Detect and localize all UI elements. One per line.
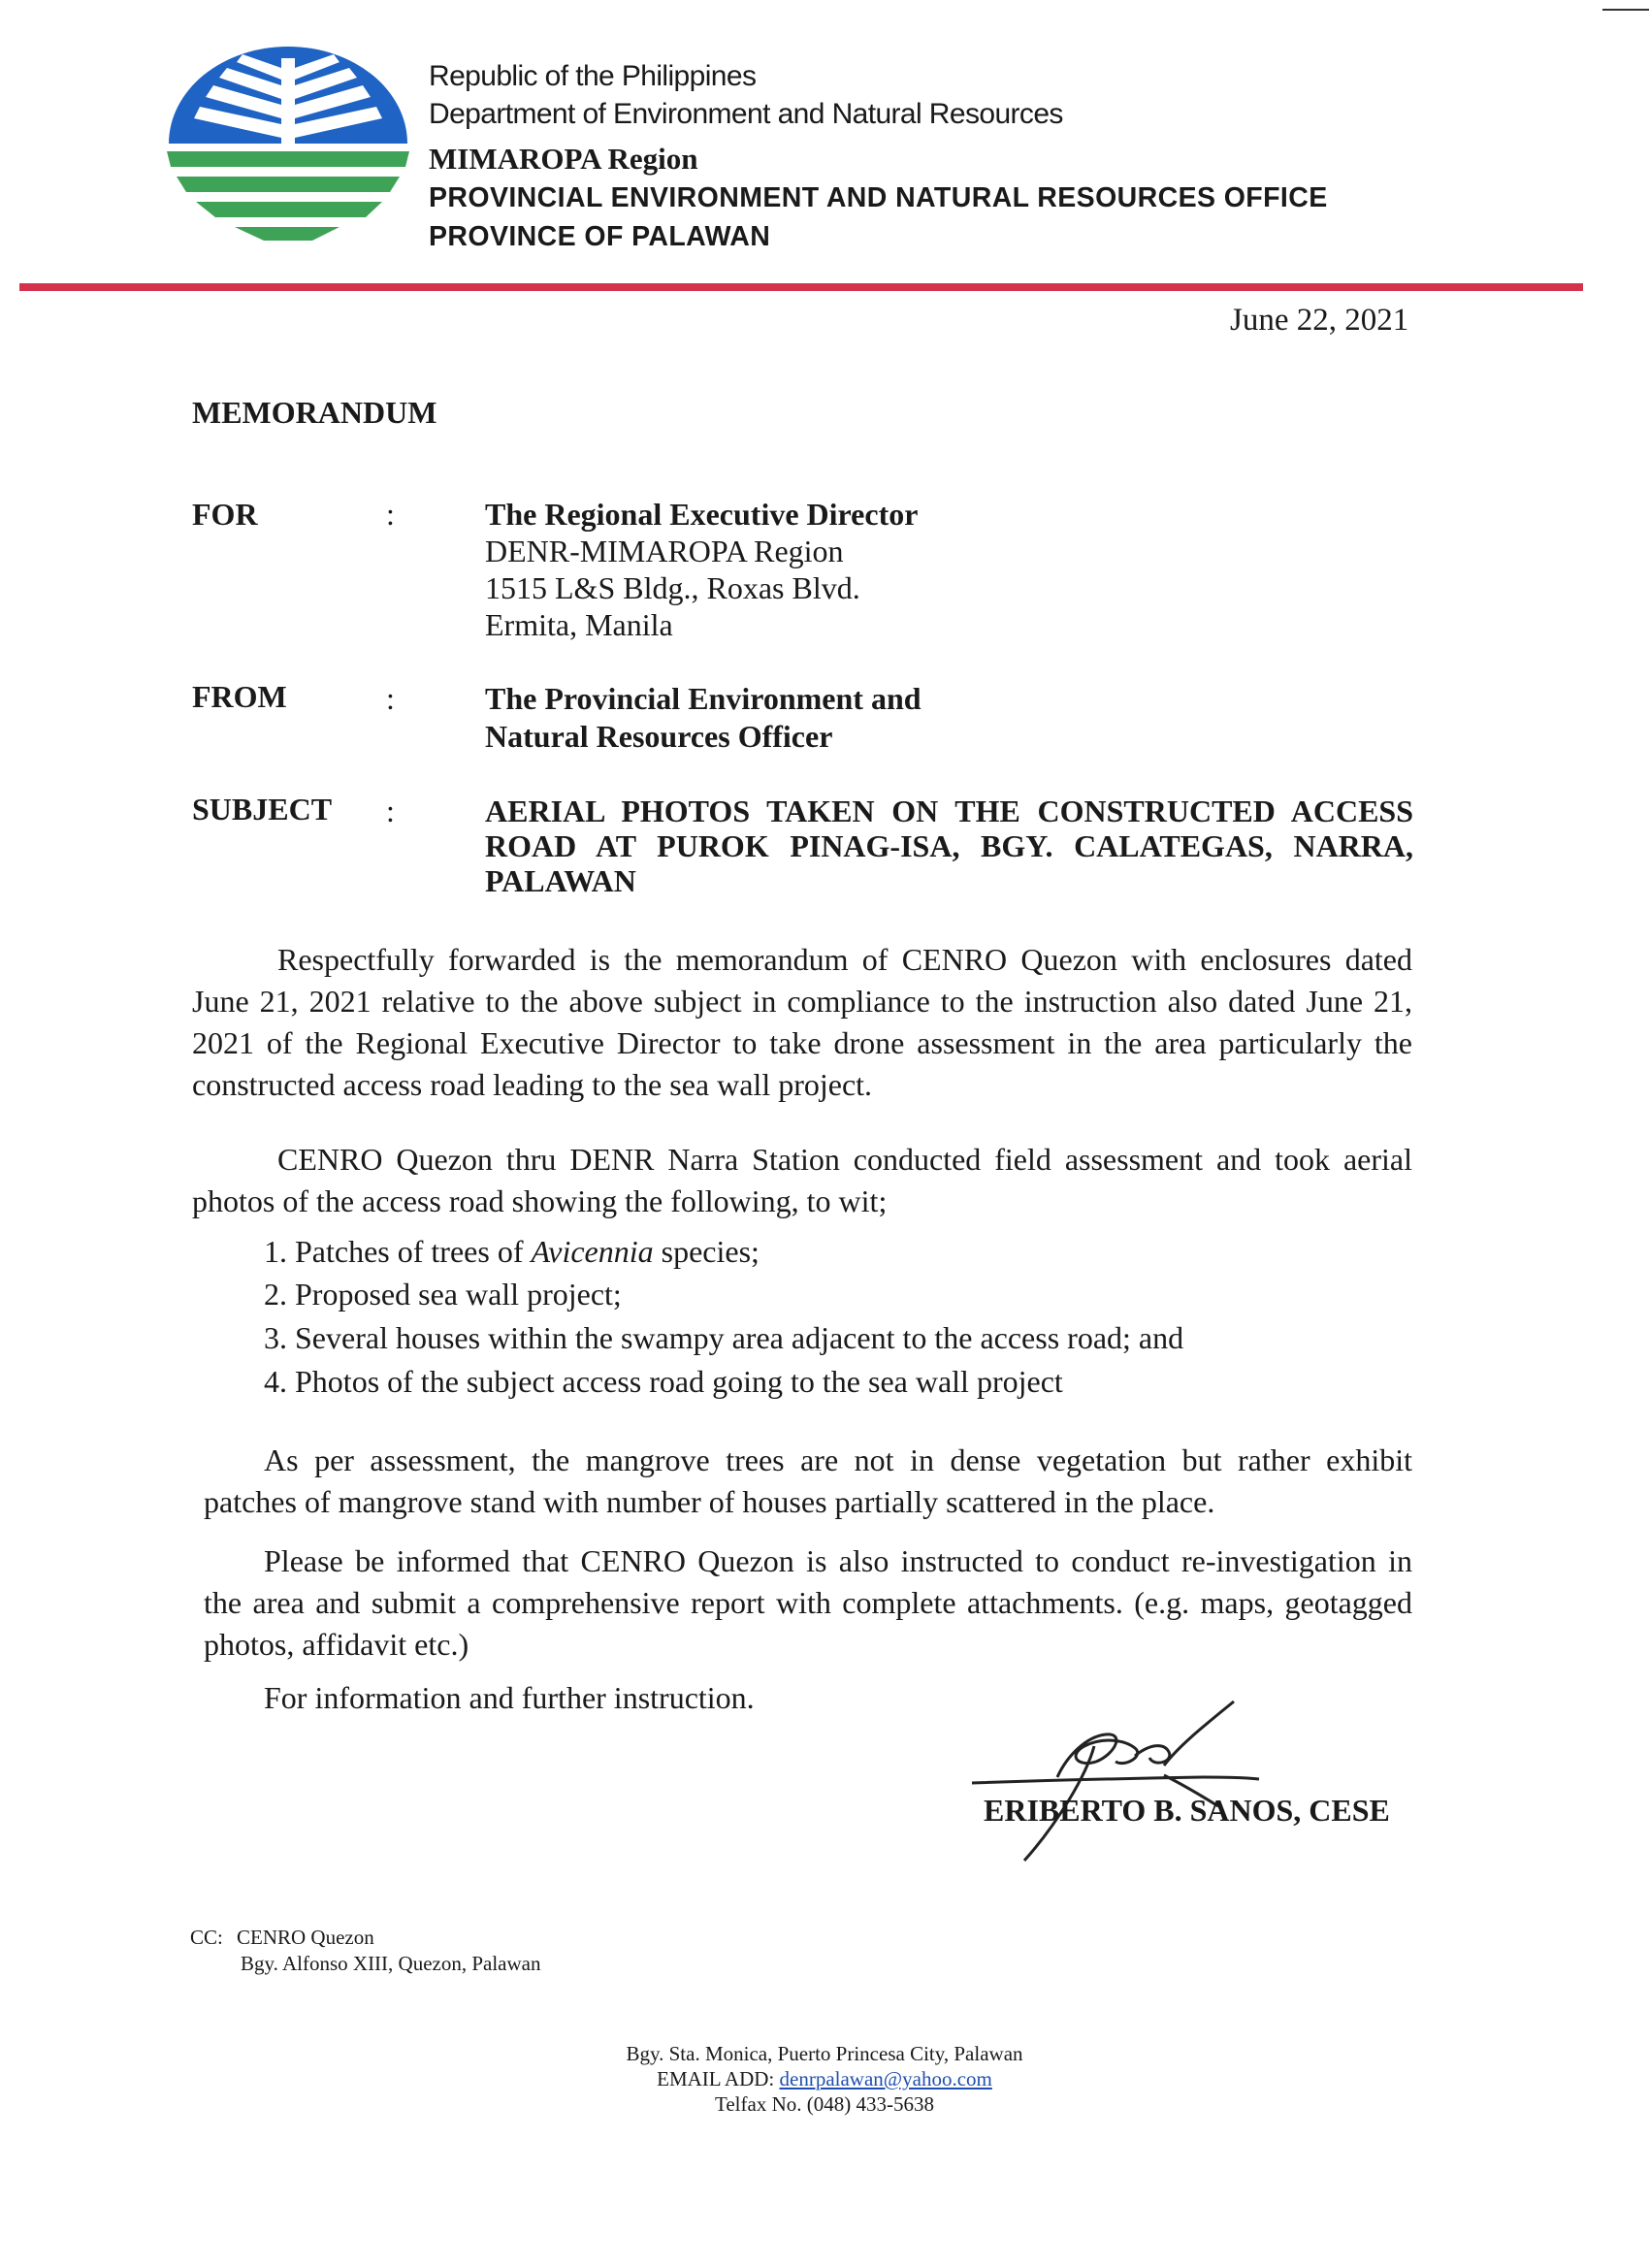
species-name: Avicennia [531,1234,654,1269]
cc-recipient-address: Bgy. Alfonso XIII, Quezon, Palawan [241,1952,541,1975]
list-item-text: Patches of trees of [295,1234,532,1269]
subject-line3: PALAWAN [485,863,636,898]
footer-telfax: Telfax No. (048) 433-5638 [715,2092,934,2116]
letterhead-department: Department of Environment and Natural Resources [429,98,1063,130]
list-item [264,1364,1063,1400]
paragraph-1-line: constructed access road leading to the sea wall project. [192,1067,873,1102]
subject-colon: : [386,794,395,828]
list-item [264,1320,1183,1356]
footer-address: Bgy. Sta. Monica, Puerto Princesa City, Palawan [626,2042,1023,2065]
for-recipient-address2: Ermita, Manila [485,607,673,642]
subject-text [485,792,1413,900]
paragraph-4-line: photos, affidavit etc.) [204,1627,469,1662]
for-label: FOR [192,497,258,532]
list-item-text: Photos of the subject access road going to the sea wall project [295,1364,1063,1399]
paragraph-2 [192,1139,1412,1222]
letterhead-office: PROVINCIAL ENVIRONMENT AND NATURAL RESOURCES OFFICE [429,182,1328,213]
letterhead-country: Republic of the Philippines [429,60,757,92]
from-sender-line2: Natural Resources Officer [485,719,833,754]
for-colon: : [386,497,395,532]
list-item [264,1277,622,1312]
letterhead-region: MIMAROPA Region [429,142,698,176]
handwritten-signature-icon [970,1698,1261,1863]
paragraph-3 [204,1440,1412,1523]
list-item-text: Several houses within the swampy area adjacent to the access road; and [295,1320,1184,1355]
cc-label: CC: [190,1926,223,1949]
subject-line2: ROAD AT PUROK PINAG-ISA, BGY. CALATEGAS, NARRA, [485,828,1413,863]
for-recipient-title: The Regional Executive Director [485,497,919,532]
memo-title: MEMORANDUM [192,395,437,430]
closing-line: For information and further instruction. [264,1680,755,1715]
corner-mark [1602,9,1649,11]
paragraph-3-line: As per assessment, the mangrove trees are not in dense vegetation but rather exhibit [264,1442,1412,1477]
list-item-number: 4. [264,1364,287,1399]
from-sender-line1: The Provincial Environment and [485,681,922,716]
list-item [264,1234,760,1270]
for-recipient-office: DENR-MIMAROPA Region [485,534,844,568]
memo-date: June 22, 2021 [1230,303,1409,338]
paragraph-1 [192,939,1412,1106]
paragraph-4-line: Please be informed that CENRO Quezon is also instructed to conduct re-investigation in [264,1543,1412,1578]
from-colon: : [386,681,395,716]
paragraph-3-line: patches of mangrove stand with number of houses partially scattered in the place. [204,1484,1215,1519]
paragraph-1-line: 2021 of the Regional Executive Director to take drone assessment in the area particularly the [192,1025,1412,1060]
cc-recipient: CENRO Quezon [237,1926,374,1949]
paragraph-2-line: photos of the access road showing the following, to wit; [192,1183,888,1218]
from-label: FROM [192,679,287,714]
paragraph-4 [204,1540,1412,1666]
paragraph-1-line: Respectfully forwarded is the memorandum of CENRO Quezon with enclosures dated [277,942,1412,977]
denr-tree-logo-icon [167,47,409,245]
subject-line1: AERIAL PHOTOS TAKEN ON THE CONSTRUCTED ACCESS [485,794,1413,828]
for-recipient-address1: 1515 L&S Bldg., Roxas Blvd. [485,570,860,605]
list-item-number: 1. [264,1234,287,1269]
header-rule [19,283,1583,291]
footer-email-link[interactable]: denrpalawan@yahoo.com [779,2067,992,2090]
list-item-number: 2. [264,1277,287,1312]
letterhead-province: PROVINCE OF PALAWAN [429,221,771,252]
list-item-number: 3. [264,1320,287,1355]
paragraph-2-line: CENRO Quezon thru DENR Narra Station conducted field assessment and took aerial [277,1142,1412,1177]
signatory-name: ERIBERTO B. SANOS, CESE [984,1793,1390,1828]
subject-label: SUBJECT [192,792,333,826]
list-item-text-end: species; [653,1234,760,1269]
paragraph-1-line: June 21, 2021 relative to the above subject in compliance to the instruction also dated June 21, [192,984,1412,1019]
paragraph-4-line: the area and submit a comprehensive report with complete attachments. (e.g. maps, geotagged [204,1585,1412,1620]
footer-email-line [534,2067,1116,2091]
list-item-text: Proposed sea wall project; [295,1277,622,1312]
footer-email-label: EMAIL ADD: [657,2067,780,2090]
